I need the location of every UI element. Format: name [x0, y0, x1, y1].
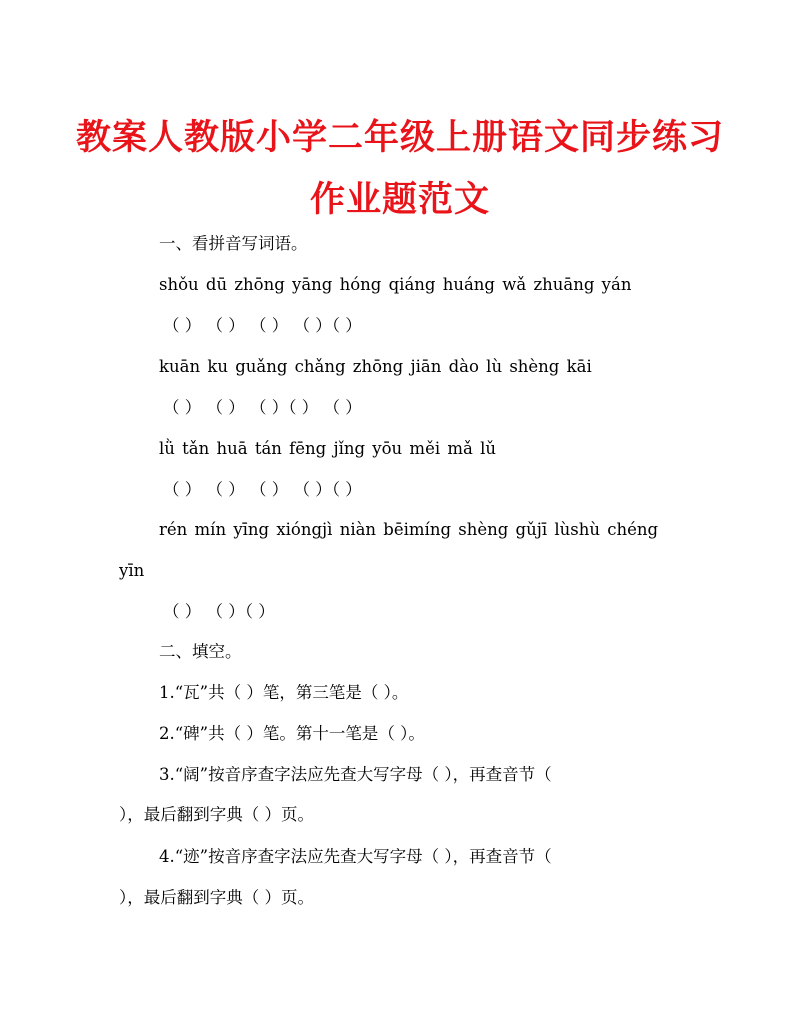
pinyin-row-2: kuān ku guǎng chǎng zhōng jiān dào lù shèng kāi: [159, 357, 592, 376]
pinyin-row-4: rén mín yīng xióngjì niàn bēimíng shèng gǔjī lùshù chéng: [159, 520, 659, 539]
blanks-row-4: （ ） （ ）（ ）: [163, 602, 275, 621]
question-1: 1.“瓦”共（ ）笔，第三笔是（ ）。: [159, 683, 409, 702]
question-3-line-1: 3.“阔”按音序查字法应先查大写字母（ ），再查音节（: [159, 765, 552, 784]
pinyin-row-1: shǒu dū zhōng yāng hóng qiáng huáng wǎ zhuāng yán: [159, 275, 632, 294]
blanks-row-2: （ ） （ ） （ ）（ ） （ ）: [163, 398, 362, 417]
question-3-line-2: ），最后翻到字典（ ）页。: [119, 805, 314, 824]
blanks-row-3: （ ） （ ） （ ） （ ）（ ）: [163, 480, 362, 499]
pinyin-row-4-continued: yīn: [119, 561, 145, 580]
question-4-line-2: ），最后翻到字典（ ）页。: [119, 888, 314, 907]
question-4-line-1: 4.“迹”按音序查字法应先查大写字母（ ），再查音节（: [159, 847, 552, 866]
section-1-heading: 一、看拼音写词语。: [159, 234, 308, 253]
blanks-row-1: （ ） （ ） （ ） （ ）（ ）: [163, 316, 362, 335]
pinyin-row-3: lǜ tǎn huā tán fēng jǐng yōu měi mǎ lǔ: [159, 439, 496, 458]
document-title-line-2: 作业题范文: [309, 179, 490, 220]
document-title-line-1: 教案人教版小学二年级上册语文同步练习: [75, 117, 724, 158]
section-2-heading: 二、填空。: [159, 642, 242, 661]
question-2: 2.“碑”共（ ）笔。第十一笔是（ ）。: [159, 724, 425, 743]
